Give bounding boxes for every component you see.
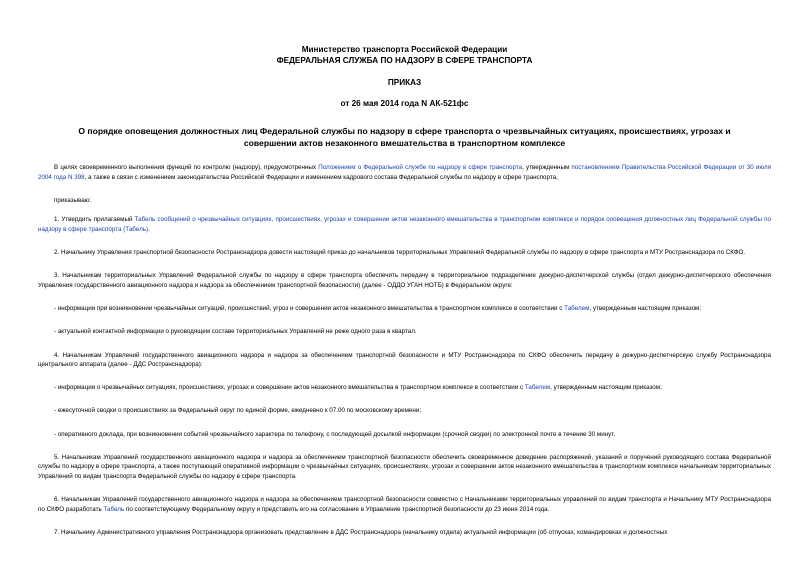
paragraph-5: 5. Начальникам Управлений государственного авиационного надзора и надзора за обеспечением транспортной безопасности обеспечить своевременное доведение распоряжений, указаний и поручений руководящего состава Федеральной службы по надзору в сфере транспорта, а также поступающей оперативной информации о чрезвычайных ситуациях, происшествиях, угрозах и совершении актов незаконного вмешательства в транспортном комплексе начальникам территориальных Управлений по видам транспорта Федеральной службы по надзору в сфере транспорта.: [38, 453, 771, 481]
service-name: ФЕДЕРАЛЬНАЯ СЛУЖБА ПО НАДЗОРУ В СФЕРЕ ТРАНСПОРТА: [276, 56, 533, 65]
paragraph-4: 4. Начальникам Управлений государственного авиационного надзора и надзора за обеспечением транспортной безопасности и МТУ Ространснадзора по СКФО обеспечить передачу в дежурно-диспетчерскую службу Ространснадзора центрального аппарата (далее - ДДС Ространснадзора):: [38, 351, 771, 369]
paragraph-3b: - актуальной контактной информации о руководящем составе территориальных Управлений не реже одного раза в квартал.: [54, 328, 417, 336]
order-label: ПРИКАЗ: [387, 78, 422, 87]
paragraph-4a-text-1: - информации о чрезвычайных ситуациях, происшествиях, угрозах и совершении актов незаконного вмешательства в транспортном комплексе в соответствии с: [54, 384, 525, 392]
order-date: от 26 мая 2014 года N АК-521фс: [340, 99, 469, 108]
preamble-text-3: , а также в связи с изменением законодательства Российской Федерации и изменением кадрового состава Федеральной службы по надзору в сфере транспорта,: [84, 173, 558, 181]
paragraph-4a: [38, 383, 771, 393]
paragraph-7: 7. Начальнику Административного управления Ространснадзора организовать представление в ДДС Ространснадзора (начальнику отдела) актуальной информации (об отпусках, командировках и должностных: [54, 529, 668, 536]
preamble-paragraph: [38, 163, 771, 182]
link-government-decree[interactable]: постановлением Правительства Российской Федерации от 30 июля 2004 года N 398: [38, 164, 771, 181]
link-tabel-reports[interactable]: Табель сообщений о чрезвычайных ситуациях, происшествиях, угрозах и совершении актов незаконного вмешательства в транспортном комплексе и порядок оповещения должностных лиц Федеральной службы по надзору в сфере транспорта (Табель): [38, 216, 771, 233]
paragraph-3: 3. Начальникам территориальных Управлений Федеральной службы по надзору в сфере транспорта обеспечить передачу в территориальное подразделение дежурно-диспетчерской службы (отдел дежурно-диспетчерского обеспечения Управления государственного авиационного надзора и надзора за обеспечением транспортной безопасности) (далее - ОДДО УГАН НОТБ) в Федеральном округе:: [38, 272, 771, 289]
paragraph-3a-text-1: - информации при возникновении чрезвычайных ситуаций, происшествий, угроз и совершении актов незаконного вмешательства в транспортном комплексе в соответствии с: [54, 305, 565, 313]
paragraph-3a-text-2: , утвержденным настоящим приказом;: [589, 305, 702, 313]
paragraph-4c: - оперативного доклада, при возникновении событий чрезвычайного характера по телефону, с последующей досылкой информации (срочной сводки) по электронной почте в течение 30 минут.: [54, 430, 616, 438]
link-regulation[interactable]: Положением о Федеральной службе по надзору в сфере транспорта: [318, 164, 523, 171]
paragraph-4b: - ежесуточной сводки о происшествиях за Федеральный округ по единой форме, ежедневно к 07.00 по московскому времени;: [54, 407, 422, 415]
paragraph-6-text-2: по соответствующему Федеральному округу и представить его на согласование в Управление транспортной безопасности до 23 июня 2014 года.: [124, 505, 550, 513]
paragraph-6-text-1: 6. Начальникам Управлений государственного авиационного надзора и надзора за обеспечением транспортной безопасности совместно с Начальниками территориальных управлений по видам транспорта и Начальнику МТУ Ространснадзора по СКФО разработать: [38, 496, 771, 513]
paragraph-1: [38, 215, 771, 234]
paragraph-1-text-2: .: [148, 225, 150, 233]
document-body: [38, 163, 771, 538]
paragraph-3a: [38, 304, 771, 314]
preamble-text-2: , утвержденным: [522, 164, 572, 171]
paragraph-1-text-1: 1. Утвердить прилагаемый: [54, 216, 135, 224]
order-word: приказываю:: [54, 196, 92, 204]
paragraph-2: 2. Начальнику Управления транспортной безопасности Ространснадзора довести настоящий приказ до начальников территориальных Управлений Федеральной службы по надзору в сфере транспорта и МТУ Ространснадзора по СКФО.: [54, 249, 746, 257]
link-tabel-3a[interactable]: Табелем: [564, 305, 590, 313]
document-title: О порядке оповещения должностных лиц Федеральной службы по надзору в сфере транспорта о чрезвычайных ситуациях, происшествиях, угрозах и совершении актов незаконного вмешательства в транспортном комплексе: [78, 126, 731, 148]
paragraph-4a-text-2: , утвержденным настоящим приказом;: [550, 384, 662, 392]
paragraph-6: [38, 495, 771, 514]
preamble-text-1: В целях своевременного выполнения функций по контролю (надзору), предусмотренных: [54, 164, 319, 171]
document-header: [38, 44, 771, 109]
ministry-name: Министерство транспорта Российской Федерации: [301, 45, 508, 54]
link-tabel-4a[interactable]: Табелем: [524, 384, 551, 392]
link-tabel-6[interactable]: Табель: [103, 505, 125, 513]
